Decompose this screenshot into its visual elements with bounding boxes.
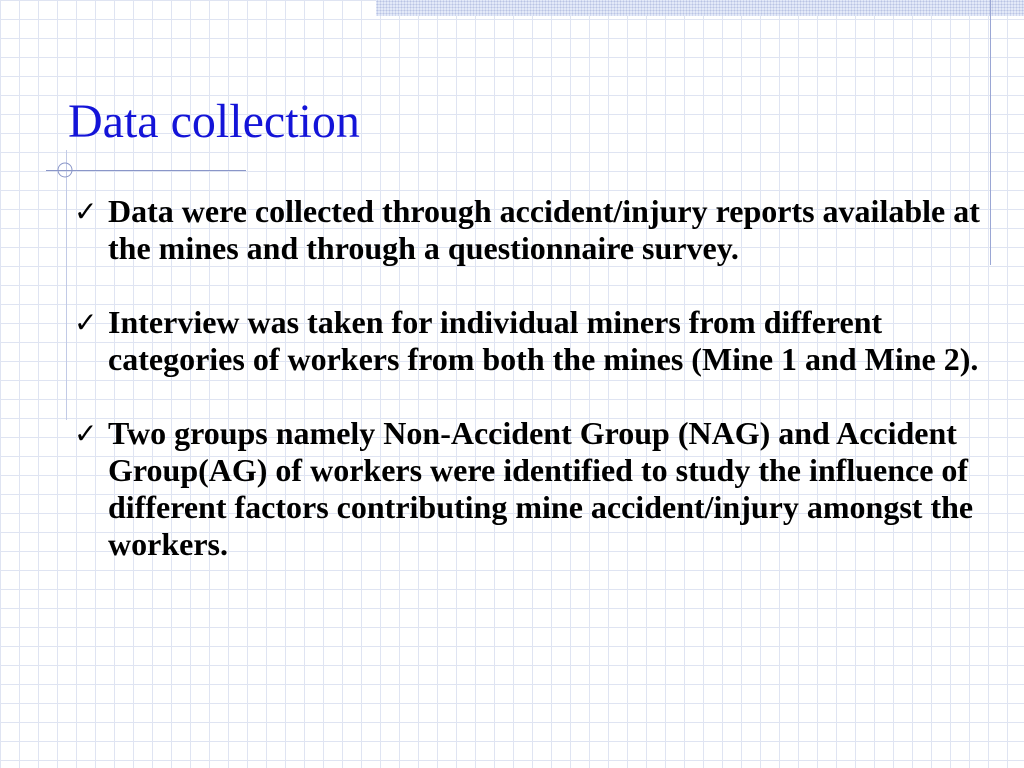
bullet-item-groups — [74, 415, 994, 563]
bullet-text: Interview was taken for individual miners from different categories of workers from both the mines (Mine 1 and Mine 2). — [108, 304, 979, 377]
crosshair-circle-icon — [55, 160, 75, 180]
decorative-top-band — [376, 0, 1024, 16]
slide-title: Data collection — [68, 95, 360, 148]
bullet-item-data-collection — [74, 193, 994, 267]
bullet-text: Data were collected through accident/injury reports available at the mines and through a questionnaire survey. — [108, 193, 980, 266]
bullet-text: Two groups namely Non-Accident Group (NAG) and Accident Group(AG) of workers were identified to study the influence of different factors contributing mine accident/injury amongst the workers. — [108, 415, 974, 562]
bullet-list — [74, 193, 994, 600]
bullet-item-interview — [74, 304, 994, 378]
title-underline-rule — [46, 170, 246, 171]
check-icon: ✓ — [74, 195, 98, 228]
check-icon: ✓ — [74, 306, 98, 339]
check-icon: ✓ — [74, 417, 98, 450]
decorative-left-line — [66, 150, 67, 420]
